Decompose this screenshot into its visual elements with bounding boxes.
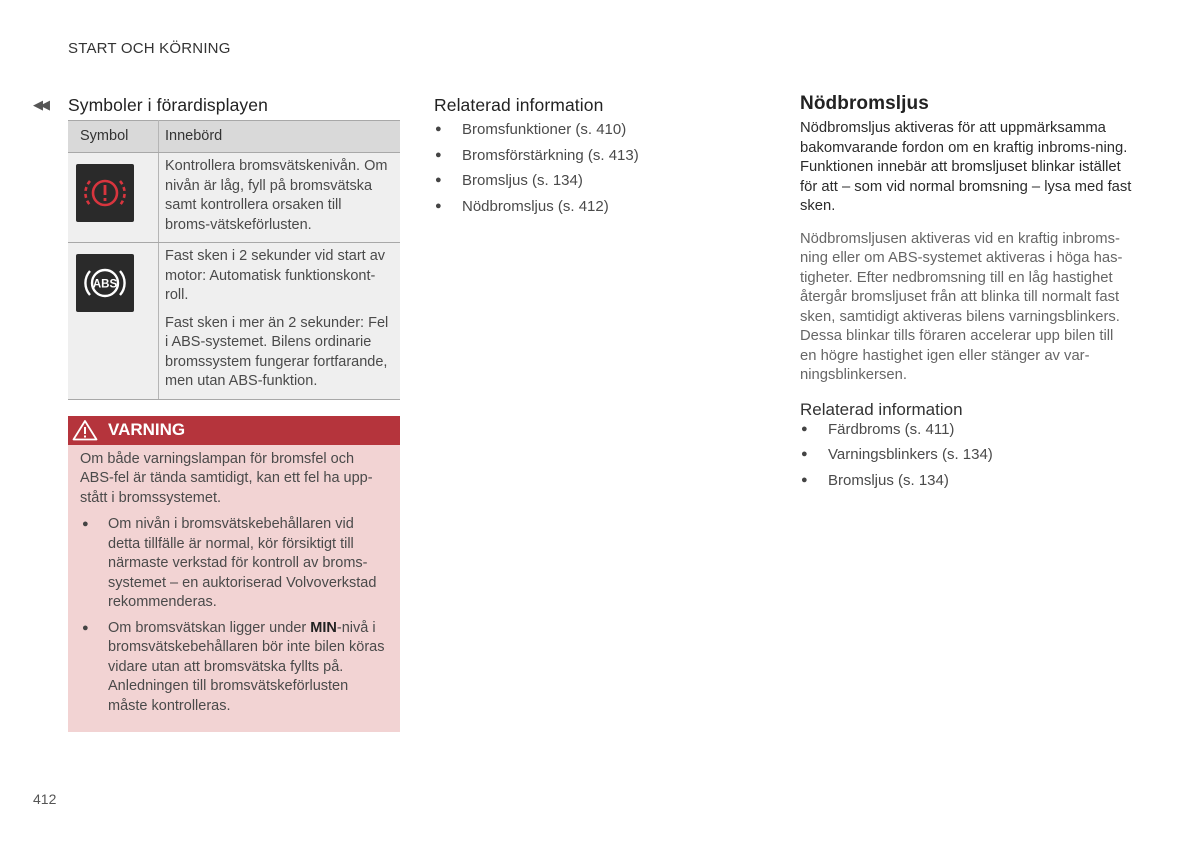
- warning-body: [68, 445, 400, 717]
- related-link[interactable]: ● Bromsfunktioner (s. 410): [434, 120, 764, 146]
- warning-intro: Om både varningslampan för bromsfel och ABS-fel är tända samtidigt, kan ett fel ha upp-stått i bromssystemet.: [80, 450, 373, 506]
- meaning-cell: [159, 243, 401, 400]
- table-row: [68, 153, 400, 243]
- related-link[interactable]: ● Varningsblinkers (s. 134): [800, 445, 1132, 471]
- min-level-label: MIN: [310, 619, 337, 636]
- section-title: Nödbromsljus: [800, 93, 929, 114]
- abs-label: ABS: [92, 278, 118, 291]
- related-link[interactable]: ● Färdbroms (s. 411): [800, 420, 1132, 446]
- symbol-cell: [68, 243, 159, 400]
- brake-fluid-warning-icon: [76, 164, 134, 222]
- related-links: [434, 120, 764, 222]
- emergency-brake-light-section: [800, 93, 1132, 496]
- page-number: 412: [33, 791, 57, 807]
- related-links: [800, 420, 1132, 497]
- symbol-cell: [68, 153, 159, 243]
- related-title: Relaterad information: [800, 399, 963, 419]
- lead-paragraph: Nödbromsljus aktiveras för att uppmärksamma bakomvarande fordon om en kraftig inbroms-ning. Funktionen innebär att bromsljuset blinkar istället för att – som vid normal bromsning – lysa med fast sken.: [800, 120, 1132, 214]
- warning-triangle-icon: [72, 419, 98, 441]
- symbol-table: [68, 120, 400, 400]
- related-info-section: [434, 95, 764, 222]
- symbols-section: [68, 95, 400, 732]
- meaning-text: Kontrollera bromsvätskenivån. Om nivån är låg, fyll på bromsvätska samt kontrollera orsaken till broms-vätskeförlusten.: [165, 158, 388, 233]
- running-header: START OCH KÖRNING: [68, 40, 231, 57]
- warning-header: [68, 416, 400, 445]
- warning-list: [80, 515, 388, 716]
- abs-warning-icon: [76, 254, 134, 312]
- table-header-row: [68, 121, 400, 153]
- meaning-text: Fast sken i mer än 2 sekunder: Fel i ABS-systemet. Bilens ordinarie bromssystem fungerar fortfarande, men utan ABS-funktion.: [165, 314, 389, 389]
- warning-label: VARNING: [108, 420, 186, 439]
- column-header-meaning: Innebörd: [159, 121, 401, 153]
- back-arrows-icon[interactable]: ◀◀: [33, 97, 47, 112]
- body-paragraph: Nödbromsljusen aktiveras vid en kraftig inbroms-ning eller om ABS-systemet aktiveras i höga has-tigheter. Efter nedbromsning till en låg hastighet återgår bromsljuset från att blinka till normalt fast sken, samtidigt aktiveras bilens varningsblinkers. Dessa blinkar tills föraren accelerar upp bilen till en högre hastighet igen eller stänger av var-ningsblinkersen.: [800, 230, 1123, 383]
- table-row: [68, 243, 400, 400]
- section-title: Relaterad information: [434, 95, 604, 115]
- warning-box: [68, 416, 400, 733]
- related-link[interactable]: ● Bromsförstärkning (s. 413): [434, 146, 764, 172]
- bullet-text: Om bromsvätskan ligger under: [108, 619, 311, 636]
- meaning-text: Fast sken i 2 sekunder vid start av motor: Automatisk funktionskont-roll.: [165, 248, 386, 303]
- meaning-cell: [159, 153, 401, 243]
- section-title: Symboler i förardisplayen: [68, 95, 268, 115]
- related-link[interactable]: ● Bromsljus (s. 134): [434, 171, 764, 197]
- bullet-text: -nivå i bromsvätskebehållaren bör inte bilen köras vidare utan att bromsvätska fyllts på. Anledningen till bromsvätskeförlusten måste kontrolleras.: [108, 619, 385, 714]
- column-header-symbol: Symbol: [68, 121, 159, 153]
- list-item: ● Om nivån i bromsvätskebehållaren vid detta tillfälle är normal, kör försiktigt till närmaste verkstad för kontroll av broms-systemet – en auktoriserad Volvoverkstad rekommenderas.: [80, 515, 388, 613]
- related-link[interactable]: ● Nödbromsljus (s. 412): [434, 197, 764, 223]
- list-item: [80, 619, 388, 717]
- related-link[interactable]: ● Bromsljus (s. 134): [800, 471, 1132, 497]
